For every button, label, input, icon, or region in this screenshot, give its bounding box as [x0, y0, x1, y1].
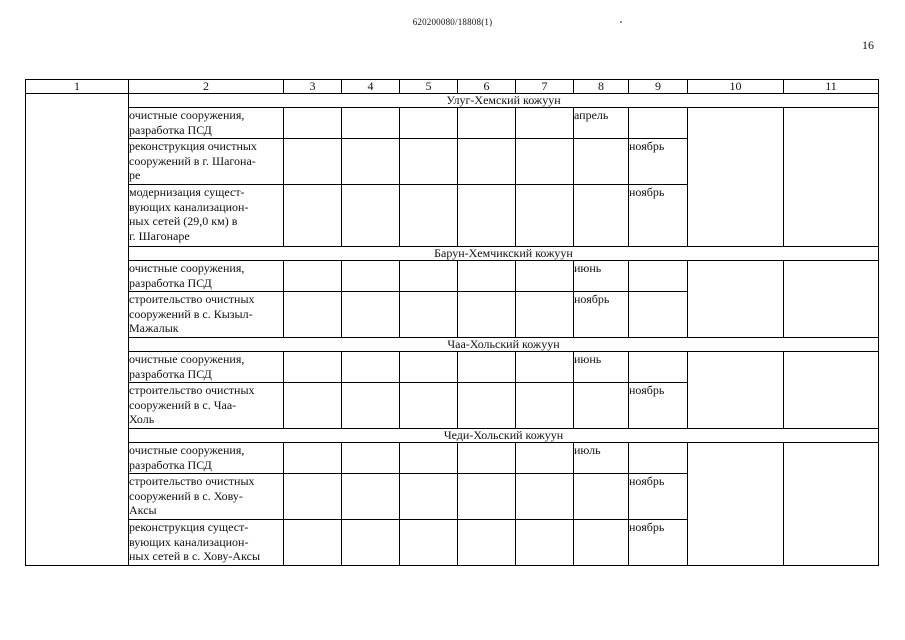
- empty-cell: [284, 108, 342, 139]
- empty-cell: [516, 520, 574, 566]
- task-description: [129, 185, 284, 247]
- column-header: 11: [784, 80, 879, 94]
- task-description-line: очистные сооружения,: [129, 261, 245, 275]
- empty-cell: [400, 139, 458, 185]
- empty-cell: [516, 292, 574, 338]
- task-description-line: г. Шагонаре: [129, 228, 190, 243]
- task-description-line: разработка ПСД: [129, 457, 212, 472]
- empty-cell: [284, 383, 342, 429]
- empty-cell: [458, 474, 516, 520]
- month-cell-col9: [629, 108, 688, 139]
- month-cell-col9: ноябрь: [629, 474, 688, 520]
- empty-cell: [458, 261, 516, 292]
- month-cell-col9: [629, 352, 688, 383]
- month-cell-col9: ноябрь: [629, 139, 688, 185]
- column-header: 5: [400, 80, 458, 94]
- merged-cell-col10: [688, 108, 784, 247]
- table-row: [26, 352, 879, 383]
- empty-cell: [400, 443, 458, 474]
- task-description-line: очистные сооружения,: [129, 443, 245, 457]
- merged-cell-col11: [784, 443, 879, 566]
- empty-cell: [516, 139, 574, 185]
- schedule-table: [25, 79, 879, 566]
- task-description-line: очистные сооружения,: [129, 108, 245, 122]
- merged-cell-col11: [784, 261, 879, 338]
- task-description-line: Аксы: [129, 503, 157, 517]
- empty-cell: [458, 108, 516, 139]
- column-header: 4: [342, 80, 400, 94]
- column-header: 2: [129, 80, 284, 94]
- month-cell-col9: [629, 261, 688, 292]
- header-row: [26, 80, 879, 94]
- task-description-line: разработка ПСД: [129, 366, 212, 381]
- empty-cell: [458, 443, 516, 474]
- section-title: Чаа-Хольский кожуун: [129, 338, 879, 352]
- month-cell-col8: ноябрь: [574, 292, 629, 338]
- table-row: [26, 108, 879, 139]
- task-description: [129, 108, 284, 139]
- column-header: 9: [629, 80, 688, 94]
- task-description: [129, 261, 284, 292]
- table-body: [26, 80, 879, 566]
- task-description-line: реконструкция сущест-: [129, 520, 249, 534]
- task-description: [129, 139, 284, 185]
- empty-cell: [516, 261, 574, 292]
- empty-cell: [400, 352, 458, 383]
- task-description-line: Холь: [129, 412, 155, 426]
- empty-cell: [400, 185, 458, 247]
- empty-cell: [458, 292, 516, 338]
- empty-cell: [400, 474, 458, 520]
- column-header: 10: [688, 80, 784, 94]
- column-1-cell: [26, 94, 129, 566]
- empty-cell: [342, 261, 400, 292]
- empty-cell: [284, 292, 342, 338]
- empty-cell: [284, 520, 342, 566]
- empty-cell: [400, 520, 458, 566]
- month-cell-col8: июнь: [574, 261, 629, 292]
- empty-cell: [516, 443, 574, 474]
- task-description-line: разработка ПСД: [129, 275, 212, 290]
- empty-cell: [284, 352, 342, 383]
- empty-cell: [516, 185, 574, 247]
- empty-cell: [284, 139, 342, 185]
- task-description-line: ных сетей в с. Хову-Аксы: [129, 549, 261, 563]
- month-cell-col8: [574, 383, 629, 429]
- task-description-line: строительство очистных: [129, 383, 255, 397]
- scan-dot: [620, 21, 622, 23]
- task-description-line: сооружений в с. Кызыл-: [129, 306, 253, 321]
- month-cell-col9: [629, 292, 688, 338]
- month-cell-col8: [574, 185, 629, 247]
- merged-cell-col10: [688, 261, 784, 338]
- column-header: 7: [516, 80, 574, 94]
- empty-cell: [342, 139, 400, 185]
- empty-cell: [516, 474, 574, 520]
- task-description-line: разработка ПСД: [129, 122, 212, 137]
- section-row: [26, 247, 879, 261]
- month-cell-col8: [574, 139, 629, 185]
- empty-cell: [342, 520, 400, 566]
- empty-cell: [458, 520, 516, 566]
- month-cell-col8: июнь: [574, 352, 629, 383]
- section-row: [26, 94, 879, 108]
- empty-cell: [458, 352, 516, 383]
- empty-cell: [516, 352, 574, 383]
- month-cell-col8: апрель: [574, 108, 629, 139]
- month-cell-col9: ноябрь: [629, 383, 688, 429]
- task-description-line: очистные сооружения,: [129, 352, 245, 366]
- empty-cell: [516, 383, 574, 429]
- month-cell-col8: [574, 474, 629, 520]
- task-description: [129, 520, 284, 566]
- empty-cell: [284, 185, 342, 247]
- task-description-line: сооружений в с. Хову-: [129, 488, 243, 503]
- empty-cell: [400, 108, 458, 139]
- empty-cell: [458, 185, 516, 247]
- section-row: [26, 429, 879, 443]
- empty-cell: [284, 443, 342, 474]
- empty-cell: [458, 383, 516, 429]
- empty-cell: [400, 261, 458, 292]
- empty-cell: [400, 383, 458, 429]
- table-row: [26, 261, 879, 292]
- task-description-line: сооружений в с. Чаа-: [129, 397, 237, 412]
- task-description-line: ных сетей (29,0 км) в: [129, 214, 238, 228]
- task-description-line: Мажалык: [129, 321, 179, 335]
- month-cell-col9: ноябрь: [629, 520, 688, 566]
- column-header: 6: [458, 80, 516, 94]
- task-description: [129, 474, 284, 520]
- task-description: [129, 352, 284, 383]
- empty-cell: [342, 383, 400, 429]
- document-id: 620200080/18808(1): [412, 17, 493, 27]
- task-description-line: вующих канализацион-: [129, 534, 249, 549]
- task-description: [129, 383, 284, 429]
- column-header: 8: [574, 80, 629, 94]
- table-row: [26, 443, 879, 474]
- empty-cell: [458, 139, 516, 185]
- month-cell-col9: ноябрь: [629, 185, 688, 247]
- empty-cell: [342, 292, 400, 338]
- empty-cell: [284, 474, 342, 520]
- task-description-line: модернизация сущест-: [129, 185, 245, 199]
- month-cell-col8: июль: [574, 443, 629, 474]
- month-cell-col8: [574, 520, 629, 566]
- empty-cell: [342, 185, 400, 247]
- task-description-line: вующих канализацион-: [129, 199, 249, 214]
- section-title: Чеди-Хольский кожуун: [129, 429, 879, 443]
- empty-cell: [284, 261, 342, 292]
- merged-cell-col11: [784, 108, 879, 247]
- section-title: Барун-Хемчикский кожуун: [129, 247, 879, 261]
- empty-cell: [342, 474, 400, 520]
- merged-cell-col10: [688, 352, 784, 429]
- section-row: [26, 338, 879, 352]
- task-description: [129, 292, 284, 338]
- month-cell-col9: [629, 443, 688, 474]
- merged-cell-col10: [688, 443, 784, 566]
- task-description-line: сооружений в г. Шагона-: [129, 153, 256, 168]
- merged-cell-col11: [784, 352, 879, 429]
- empty-cell: [400, 292, 458, 338]
- empty-cell: [342, 108, 400, 139]
- empty-cell: [342, 352, 400, 383]
- section-title: Улуг-Хемский кожуун: [129, 94, 879, 108]
- task-description-line: ре: [129, 168, 141, 182]
- task-description-line: реконструкция очистных: [129, 139, 257, 153]
- task-description-line: строительство очистных: [129, 474, 255, 488]
- task-description: [129, 443, 284, 474]
- empty-cell: [342, 443, 400, 474]
- page-number: 16: [862, 38, 874, 52]
- column-header: 3: [284, 80, 342, 94]
- task-description-line: строительство очистных: [129, 292, 255, 306]
- empty-cell: [516, 108, 574, 139]
- column-header: 1: [26, 80, 129, 94]
